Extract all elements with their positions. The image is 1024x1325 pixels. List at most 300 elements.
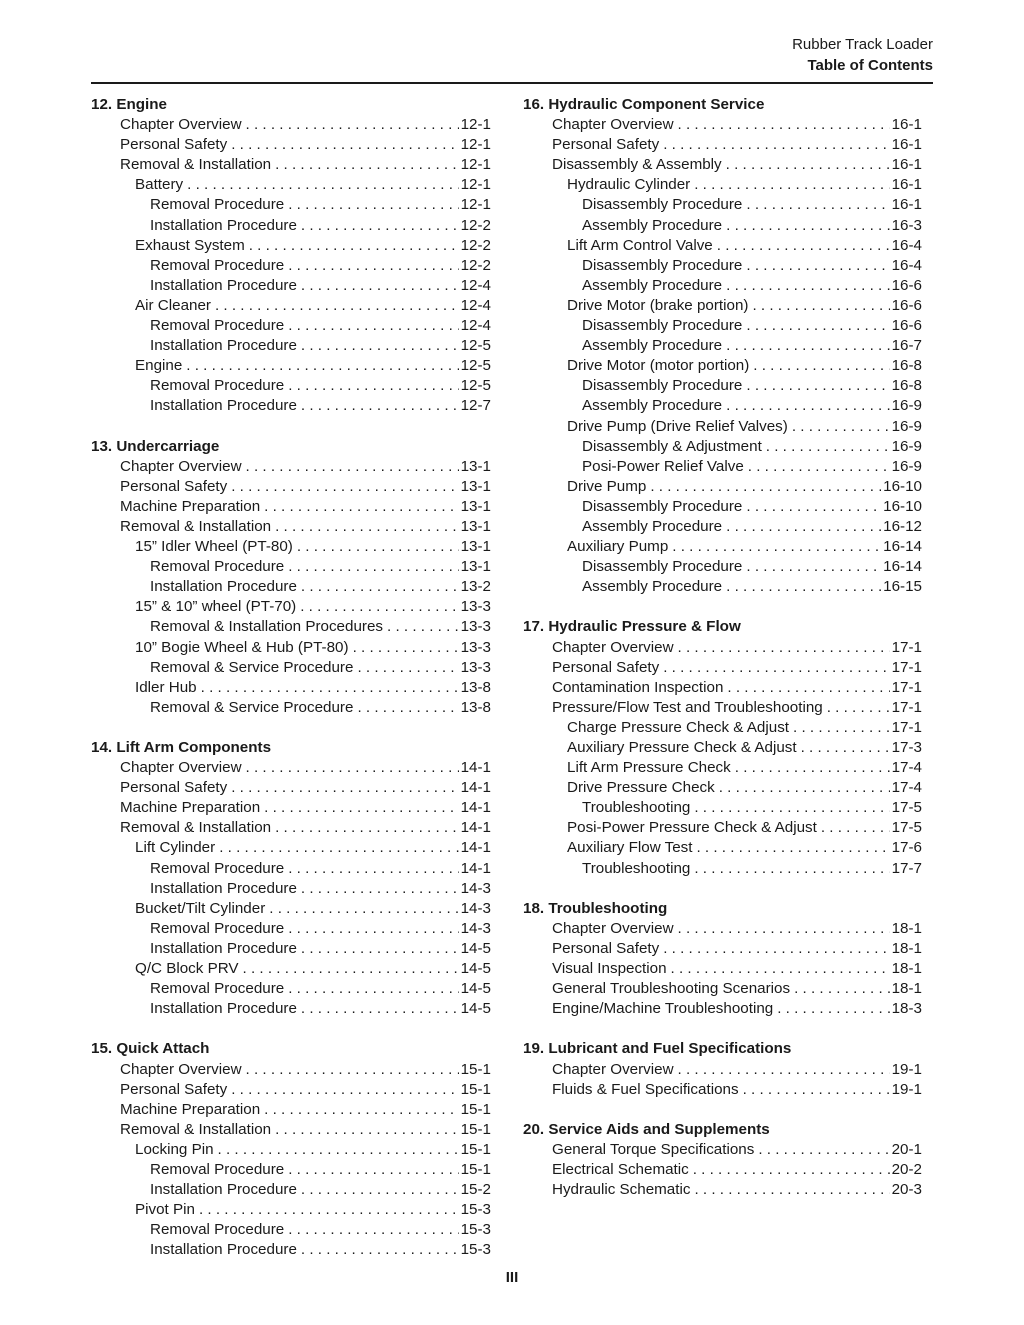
toc-entry-label: Installation Procedure <box>150 879 297 897</box>
toc-entry[interactable] <box>91 477 491 497</box>
toc-entry[interactable] <box>523 798 922 818</box>
toc-dot-leader <box>264 497 458 517</box>
toc-entry[interactable] <box>523 517 922 537</box>
toc-entry-label: Posi-Power Pressure Check & Adjust <box>567 819 817 837</box>
toc-dot-leader <box>726 517 881 537</box>
toc-entry[interactable] <box>91 919 491 939</box>
toc-page-ref: 16-12 <box>883 517 922 535</box>
toc-page-ref: 13-3 <box>460 658 491 676</box>
toc-entry-label: Assembly Procedure <box>582 397 723 415</box>
toc-entry-label: Hydraulic Cylinder <box>567 176 691 194</box>
toc-entry[interactable] <box>523 818 922 838</box>
toc-dot-leader <box>288 1220 458 1240</box>
toc-dot-leader <box>288 919 458 939</box>
toc-page-ref: 17-3 <box>891 739 922 756</box>
toc-entry[interactable] <box>91 1180 491 1200</box>
toc-page-ref: 19-1 <box>891 1080 922 1098</box>
toc-entry-label: Assembly Procedure <box>582 517 723 535</box>
toc-entry[interactable] <box>91 798 491 818</box>
toc-dot-leader <box>752 296 889 316</box>
toc-entry[interactable] <box>523 999 922 1019</box>
toc-entry[interactable] <box>523 919 922 939</box>
toc-entry-label: Hydraulic Schematic <box>552 1181 691 1199</box>
toc-page-ref: 17-1 <box>891 678 922 696</box>
toc-entry[interactable] <box>91 939 491 959</box>
toc-page-ref: 13-1 <box>460 517 491 535</box>
toc-dot-leader <box>288 376 458 396</box>
toc-page-ref: 20-2 <box>891 1160 922 1178</box>
toc-dot-leader <box>678 919 890 939</box>
toc-page-ref: 18-1 <box>891 980 922 998</box>
toc-dot-leader <box>301 336 459 356</box>
toc-entry[interactable] <box>91 959 491 979</box>
toc-entry[interactable] <box>523 336 922 356</box>
toc-page-ref: 12-2 <box>460 256 491 274</box>
toc-entry[interactable] <box>91 155 491 175</box>
toc-page-ref: 13-8 <box>460 698 491 716</box>
toc-entry-label: Removal & Installation Procedures <box>150 618 383 636</box>
toc-left-column <box>91 95 491 1260</box>
toc-dot-leader <box>694 798 889 818</box>
toc-page-ref: 12-5 <box>460 377 491 395</box>
toc-entry-label: Drive Pressure Check <box>567 779 715 797</box>
toc-entry[interactable] <box>91 1240 491 1260</box>
toc-page-ref: 16-9 <box>891 417 922 435</box>
toc-entry[interactable] <box>523 758 922 778</box>
toc-entry-label: Assembly Procedure <box>582 216 723 234</box>
toc-dot-leader <box>792 417 890 437</box>
toc-entry[interactable] <box>91 1140 491 1160</box>
document-title: Rubber Track Loader <box>792 36 933 53</box>
toc-entry[interactable] <box>91 1160 491 1180</box>
toc-dot-leader <box>726 155 890 175</box>
toc-page-ref: 14-1 <box>460 839 491 857</box>
toc-dot-leader <box>288 1160 458 1180</box>
toc-chapter-label: 14. Lift Arm Components <box>91 739 272 756</box>
toc-entry[interactable] <box>91 115 491 135</box>
toc-entry-label: Installation Procedure <box>150 397 297 415</box>
toc-entry[interactable] <box>523 838 922 858</box>
toc-page-ref: 12-1 <box>460 196 491 214</box>
toc-dot-leader <box>201 678 459 698</box>
toc-entry-label: Fluids & Fuel Specifications <box>552 1080 739 1098</box>
toc-entry[interactable] <box>523 738 922 758</box>
toc-dot-leader <box>746 195 889 215</box>
toc-dot-leader <box>231 778 458 798</box>
toc-entry[interactable] <box>91 879 491 899</box>
toc-entry[interactable] <box>523 477 922 497</box>
toc-entry[interactable] <box>523 859 922 879</box>
toc-page-ref: 16-9 <box>891 397 922 415</box>
toc-chapter-heading[interactable] <box>523 1120 922 1140</box>
toc-entry-label: Q/C Block PRV <box>135 960 239 978</box>
toc-page-ref: 13-8 <box>460 678 491 696</box>
toc-entry-label: Installation Procedure <box>150 1000 297 1018</box>
toc-entry-label: Removal & Service Procedure <box>150 658 354 676</box>
toc-entry-label: Bucket/Tilt Cylinder <box>135 899 266 917</box>
toc-dot-leader <box>301 999 459 1019</box>
toc-dot-leader <box>777 999 889 1019</box>
toc-entry-label: 10” Bogie Wheel & Hub (PT-80) <box>135 638 349 656</box>
toc-dot-leader <box>301 276 459 296</box>
toc-page-ref: 14-1 <box>460 779 491 797</box>
toc-page-ref: 17-7 <box>891 859 922 877</box>
toc-entry-label: Disassembly Procedure <box>582 256 743 274</box>
toc-entry-label: 15” & 10” wheel (PT-70) <box>135 598 297 616</box>
toc-page-ref: 13-1 <box>460 497 491 515</box>
toc-dot-leader <box>231 135 458 155</box>
toc-entry[interactable] <box>523 135 922 155</box>
toc-dot-leader <box>678 638 890 658</box>
toc-page-ref: 16-1 <box>891 196 922 214</box>
toc-chapter-heading[interactable] <box>523 617 922 637</box>
toc-entry-label: Battery <box>135 176 184 194</box>
toc-dot-leader <box>288 316 458 336</box>
toc-dot-leader <box>288 979 458 999</box>
toc-dot-leader <box>748 457 890 477</box>
toc-page-ref: 13-1 <box>460 477 491 495</box>
toc-entry-label: Personal Safety <box>552 939 660 957</box>
toc-entry-label: Charge Pressure Check & Adjust <box>567 718 790 736</box>
toc-page-ref: 17-4 <box>891 779 922 797</box>
toc-entry-label: Visual Inspection <box>552 960 667 978</box>
toc-entry-label: Personal Safety <box>120 1080 228 1098</box>
toc-chapter-heading[interactable] <box>523 899 922 919</box>
toc-page-ref: 13-3 <box>460 638 491 656</box>
toc-entry[interactable] <box>523 979 922 999</box>
toc-entry[interactable] <box>523 1140 922 1160</box>
toc-page-ref: 16-6 <box>891 276 922 294</box>
toc-dot-leader <box>246 1060 459 1080</box>
toc-entry[interactable] <box>91 236 491 256</box>
toc-page-ref: 12-5 <box>460 337 491 355</box>
toc-entry[interactable] <box>523 1180 922 1200</box>
toc-entry-label: Posi-Power Relief Valve <box>582 457 744 475</box>
toc-page-ref: 12-1 <box>460 136 491 154</box>
toc-entry[interactable] <box>91 497 491 517</box>
toc-entry[interactable] <box>523 778 922 798</box>
toc-entry-label: Removal & Installation <box>120 1120 272 1138</box>
toc-dot-leader <box>726 276 889 296</box>
toc-page-ref: 14-3 <box>460 879 491 897</box>
toc-entry-label: Chapter Overview <box>120 457 242 475</box>
toc-entry-label: 15” Idler Wheel (PT-80) <box>135 538 293 556</box>
toc-entry[interactable] <box>91 537 491 557</box>
toc-entry-label: Drive Pump (Drive Relief Valves) <box>567 417 788 435</box>
toc-entry[interactable] <box>91 778 491 798</box>
toc-entry-label: Assembly Procedure <box>582 276 723 294</box>
toc-entry-label: Installation Procedure <box>150 216 297 234</box>
toc-entry[interactable] <box>91 1120 491 1140</box>
toc-entry[interactable] <box>523 698 922 718</box>
toc-dot-leader <box>288 195 458 215</box>
page-number: III <box>505 1269 519 1286</box>
toc-dot-leader <box>300 597 458 617</box>
toc-entry[interactable] <box>91 557 491 577</box>
toc-entry-label: Air Cleaner <box>135 296 211 314</box>
toc-entry[interactable] <box>91 376 491 396</box>
toc-page-ref: 17-6 <box>891 839 922 857</box>
toc-page-ref: 18-3 <box>891 1000 922 1018</box>
toc-entry[interactable] <box>523 437 922 457</box>
toc-entry[interactable] <box>523 356 922 376</box>
toc-entry[interactable] <box>91 135 491 155</box>
toc-dot-leader <box>219 838 458 858</box>
toc-entry[interactable] <box>91 617 491 637</box>
toc-page-ref: 14-1 <box>460 859 491 877</box>
toc-entry-label: Machine Preparation <box>120 799 261 817</box>
toc-entry[interactable] <box>523 557 922 577</box>
toc-entry[interactable] <box>91 899 491 919</box>
toc-entry[interactable] <box>523 638 922 658</box>
toc-entry-label: Disassembly & Adjustment <box>582 437 762 455</box>
toc-entry-label: Drive Motor (motor portion) <box>567 357 750 375</box>
toc-entry[interactable] <box>523 155 922 175</box>
toc-dot-leader <box>199 1200 459 1220</box>
toc-entry[interactable] <box>523 296 922 316</box>
toc-page-ref: 16-6 <box>891 317 922 335</box>
toc-page-ref: 13-1 <box>460 457 491 475</box>
toc-entry-label: Lift Cylinder <box>135 839 216 857</box>
toc-dot-leader <box>693 1160 890 1180</box>
toc-entry[interactable] <box>91 1220 491 1240</box>
toc-entry[interactable] <box>91 195 491 215</box>
toc-dot-leader <box>650 477 881 497</box>
toc-entry[interactable] <box>91 216 491 236</box>
toc-dot-leader <box>353 638 459 658</box>
toc-entry[interactable] <box>91 678 491 698</box>
toc-entry[interactable] <box>91 517 491 537</box>
toc-entry[interactable] <box>523 658 922 678</box>
toc-dot-leader <box>269 899 458 919</box>
toc-page-ref: 20-1 <box>891 1140 922 1158</box>
toc-entry[interactable] <box>91 758 491 778</box>
toc-entry[interactable] <box>523 195 922 215</box>
toc-entry-label: Removal Procedure <box>150 317 285 335</box>
toc-page-ref: 12-4 <box>460 296 491 314</box>
toc-entry[interactable] <box>91 597 491 617</box>
toc-page-ref: 15-1 <box>460 1120 491 1138</box>
toc-entry[interactable] <box>91 256 491 276</box>
toc-spacer <box>523 879 922 899</box>
toc-entry-label: Installation Procedure <box>150 939 297 957</box>
toc-page-ref: 16-8 <box>891 357 922 375</box>
toc-entry[interactable] <box>523 256 922 276</box>
toc-dot-leader <box>288 859 458 879</box>
section-title: Table of Contents <box>807 57 933 74</box>
toc-entry[interactable] <box>523 115 922 135</box>
toc-entry-label: Lift Arm Pressure Check <box>567 759 731 777</box>
toc-entry[interactable] <box>523 396 922 416</box>
toc-page-ref: 17-1 <box>891 718 922 736</box>
toc-chapter-heading[interactable] <box>91 738 491 758</box>
toc-spacer <box>523 1100 922 1120</box>
toc-entry[interactable] <box>91 698 491 718</box>
toc-page-ref: 16-4 <box>891 236 922 254</box>
toc-dot-leader <box>301 396 459 416</box>
toc-dot-leader <box>663 939 889 959</box>
toc-entry[interactable] <box>523 497 922 517</box>
toc-entry-label: Machine Preparation <box>120 1100 261 1118</box>
toc-page-ref: 12-7 <box>460 397 491 415</box>
toc-entry-label: Installation Procedure <box>150 1241 297 1259</box>
header-rule <box>91 82 933 84</box>
toc-page-ref: 17-5 <box>891 799 922 817</box>
toc-page-ref: 14-1 <box>460 759 491 777</box>
toc-page-ref: 16-1 <box>891 116 922 134</box>
toc-dot-leader <box>301 939 459 959</box>
toc-dot-leader <box>793 718 890 738</box>
toc-dot-leader <box>187 175 458 195</box>
toc-entry[interactable] <box>523 417 922 437</box>
toc-page-ref: 16-1 <box>891 136 922 154</box>
toc-entry[interactable] <box>523 236 922 256</box>
toc-dot-leader <box>794 979 890 999</box>
toc-page-ref: 12-2 <box>460 236 491 254</box>
toc-entry-label: Installation Procedure <box>150 276 297 294</box>
toc-entry-label: Disassembly Procedure <box>582 317 743 335</box>
toc-entry-label: Removal Procedure <box>150 196 285 214</box>
toc-dot-leader <box>288 256 458 276</box>
toc-dot-leader <box>264 1100 458 1120</box>
toc-entry-label: Disassembly Procedure <box>582 196 743 214</box>
toc-page-ref: 15-2 <box>460 1181 491 1199</box>
toc-entry[interactable] <box>91 979 491 999</box>
toc-entry[interactable] <box>523 216 922 236</box>
toc-page-ref: 16-7 <box>891 337 922 355</box>
toc-chapter-label: 16. Hydraulic Component Service <box>523 96 765 113</box>
toc-dot-leader <box>726 216 889 236</box>
toc-page-ref: 15-1 <box>460 1140 491 1158</box>
toc-page-ref: 13-2 <box>460 578 491 596</box>
toc-entry-label: Electrical Schematic <box>552 1160 689 1178</box>
toc-entry[interactable] <box>91 296 491 316</box>
toc-entry[interactable] <box>523 1080 922 1100</box>
toc-entry[interactable] <box>91 316 491 336</box>
toc-entry-label: Removal Procedure <box>150 980 285 998</box>
toc-entry[interactable] <box>91 356 491 376</box>
toc-entry[interactable] <box>91 1080 491 1100</box>
toc-entry[interactable] <box>523 959 922 979</box>
toc-entry-label: Engine <box>135 357 183 375</box>
toc-page-ref: 16-6 <box>891 296 922 314</box>
toc-entry[interactable] <box>91 859 491 879</box>
toc-dot-leader <box>663 135 889 155</box>
toc-chapter-heading[interactable] <box>91 1039 491 1059</box>
toc-dot-leader <box>746 557 881 577</box>
toc-entry[interactable] <box>523 1160 922 1180</box>
toc-chapter-label: 20. Service Aids and Supplements <box>523 1120 770 1138</box>
toc-entry[interactable] <box>91 818 491 838</box>
toc-page-ref: 16-8 <box>891 377 922 395</box>
toc-entry[interactable] <box>91 457 491 477</box>
toc-page-ref: 16-15 <box>883 578 922 596</box>
toc-entry[interactable] <box>91 396 491 416</box>
toc-chapter-heading[interactable] <box>91 95 491 115</box>
toc-page-ref: 14-5 <box>460 939 491 957</box>
toc-dot-leader <box>726 396 889 416</box>
toc-dot-leader <box>275 1120 458 1140</box>
toc-dot-leader <box>746 497 881 517</box>
toc-entry[interactable] <box>523 1060 922 1080</box>
toc-page-ref: 12-5 <box>460 357 491 375</box>
toc-entry[interactable] <box>523 678 922 698</box>
toc-page-ref: 12-2 <box>460 216 491 234</box>
toc-entry-label: Removal Procedure <box>150 859 285 877</box>
toc-dot-leader <box>746 376 889 396</box>
toc-entry[interactable] <box>91 276 491 296</box>
toc-chapter-heading[interactable] <box>523 1039 922 1059</box>
toc-entry-label: Personal Safety <box>120 136 228 154</box>
toc-entry[interactable] <box>91 638 491 658</box>
toc-dot-leader <box>758 1140 889 1160</box>
toc-entry-label: Assembly Procedure <box>582 578 723 596</box>
toc-entry-label: Auxiliary Pressure Check & Adjust <box>567 739 797 756</box>
toc-dot-leader <box>288 557 458 577</box>
toc-entry[interactable] <box>91 658 491 678</box>
toc-entry-label: Removal & Installation <box>120 517 272 535</box>
toc-entry[interactable] <box>523 175 922 195</box>
toc-entry[interactable] <box>91 1060 491 1080</box>
toc-entry[interactable] <box>91 999 491 1019</box>
toc-chapter-heading[interactable] <box>523 95 922 115</box>
toc-entry[interactable] <box>523 537 922 557</box>
toc-entry-label: Lift Arm Control Valve <box>567 236 713 254</box>
toc-entry[interactable] <box>523 577 922 597</box>
toc-dot-leader <box>719 778 890 798</box>
toc-entry[interactable] <box>91 336 491 356</box>
toc-dot-leader <box>743 1080 890 1100</box>
toc-page-ref: 16-9 <box>891 457 922 475</box>
toc-entry[interactable] <box>91 577 491 597</box>
toc-page-ref: 12-4 <box>460 317 491 335</box>
toc-dot-leader <box>671 959 890 979</box>
toc-chapter-heading[interactable] <box>91 437 491 457</box>
toc-entry-label: Personal Safety <box>120 477 228 495</box>
toc-entry[interactable] <box>523 376 922 396</box>
toc-dot-leader <box>387 617 459 637</box>
toc-right-column <box>523 95 922 1200</box>
toc-page-ref: 15-3 <box>460 1201 491 1219</box>
toc-page-ref: 15-1 <box>460 1160 491 1178</box>
toc-entry[interactable] <box>523 718 922 738</box>
toc-entry-label: Removal Procedure <box>150 256 285 274</box>
toc-page-ref: 15-3 <box>460 1241 491 1259</box>
toc-dot-leader <box>726 577 881 597</box>
toc-entry[interactable] <box>91 1200 491 1220</box>
toc-dot-leader <box>694 1180 889 1200</box>
toc-dot-leader <box>215 296 459 316</box>
toc-entry[interactable] <box>523 939 922 959</box>
toc-entry[interactable] <box>523 276 922 296</box>
toc-dot-leader <box>301 1180 459 1200</box>
toc-entry-label: Drive Pump <box>567 477 647 495</box>
toc-entry[interactable] <box>91 838 491 858</box>
toc-entry-label: General Torque Specifications <box>552 1140 755 1158</box>
toc-dot-leader <box>357 698 458 718</box>
toc-entry-label: Troubleshooting <box>582 859 691 877</box>
toc-entry-label: Contamination Inspection <box>552 678 724 696</box>
toc-entry-label: Chapter Overview <box>552 1060 674 1078</box>
toc-entry[interactable] <box>91 175 491 195</box>
toc-entry[interactable] <box>523 316 922 336</box>
toc-page-ref: 16-4 <box>891 256 922 274</box>
toc-dot-leader <box>275 155 458 175</box>
toc-page-ref: 15-1 <box>460 1100 491 1118</box>
toc-entry[interactable] <box>91 1100 491 1120</box>
toc-entry[interactable] <box>523 457 922 477</box>
toc-page-ref: 14-5 <box>460 960 491 978</box>
